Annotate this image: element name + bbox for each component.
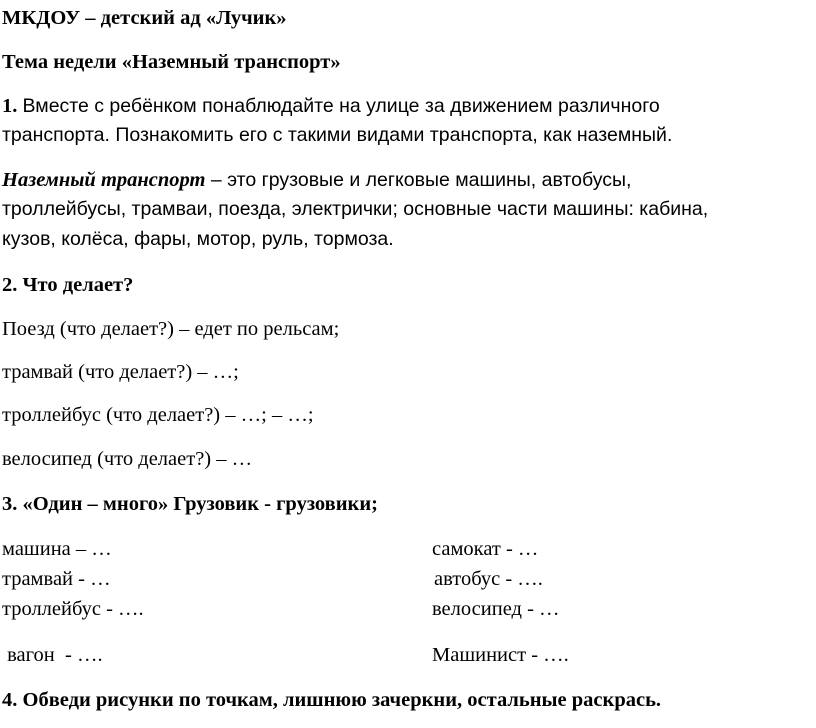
doc-title: МКДОУ – детский ад «Лучик» xyxy=(2,7,287,29)
definition-line1 xyxy=(2,170,631,191)
task1-line2: транспорта. Познакомить его с такими видами транспорта, как наземный. xyxy=(2,124,673,146)
task1-text1: Вместе с ребёнком понаблюдайте на улице за движением различного xyxy=(22,95,660,117)
task2-heading: 2. Что делает? xyxy=(2,274,134,296)
task1-line1 xyxy=(2,96,660,117)
task1-number: 1. xyxy=(2,95,18,117)
definition-rest: – это грузовые и легковые машины, автобусы, xyxy=(205,169,632,191)
task2-item: Поезд (что делает?) – едет по рельсам; xyxy=(2,318,340,340)
definition-line3: кузов, колёса, фары, мотор, руль, тормоза. xyxy=(2,228,394,250)
task3-heading: 3. «Один – много» Грузовик - грузовики; xyxy=(2,493,379,515)
definition-term: Наземный транспорт xyxy=(2,169,206,191)
task2-item: велосипед (что делает?) – … xyxy=(2,448,253,470)
task3-right-item: самокат - … xyxy=(432,538,539,560)
task3-left-item: трамвай - … xyxy=(2,568,111,590)
week-theme: Тема недели «Наземный транспорт» xyxy=(2,51,341,73)
task4-heading: 4. Обведи рисунки по точкам, лишнюю зачеркни, остальные раскрась. xyxy=(2,689,662,711)
definition-line2: троллейбусы, трамваи, поезда, электрички; основные части машины: кабина, xyxy=(2,198,709,220)
task3-left-item: вагон - …. xyxy=(2,644,103,666)
task3-right-item: автобус - …. xyxy=(434,568,543,590)
task3-left-item: троллейбус - …. xyxy=(2,598,144,620)
task3-right-item: велосипед - … xyxy=(432,598,560,620)
task2-item: трамвай (что делает?) – …; xyxy=(2,361,239,383)
task2-item: троллейбус (что делает?) – …; – …; xyxy=(2,404,314,426)
task3-right-item: Машинист - …. xyxy=(432,644,569,666)
task3-left-item: машина – … xyxy=(2,538,112,560)
